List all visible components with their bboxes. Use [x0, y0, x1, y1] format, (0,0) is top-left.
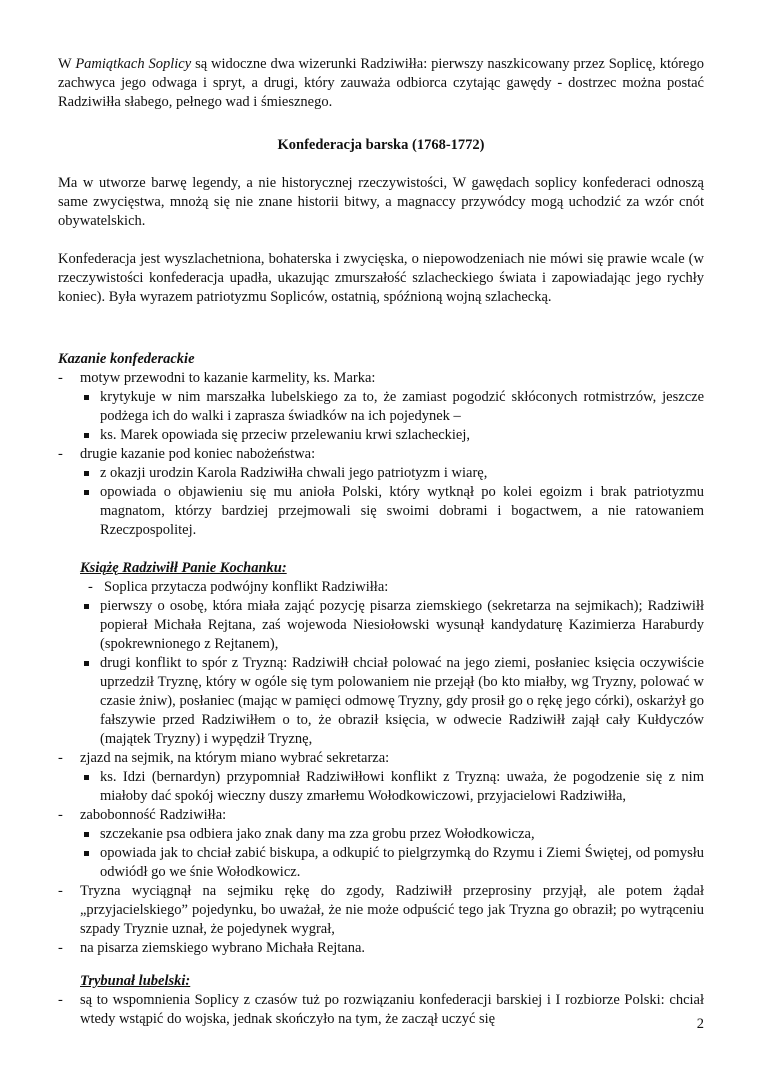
list-item-text: motyw przewodni to kazanie karmelity, ks. Marka: — [80, 370, 376, 386]
ksiaze-sublist-1 — [58, 597, 704, 749]
list-item-text: drugie kazanie pod koniec nabożeństwa: — [80, 446, 316, 462]
intro-title: Pamiątkach Soplicy — [75, 56, 192, 72]
list-item: - na pisarza ziemskiego wybrano Michała Rejtana. — [58, 939, 704, 958]
page-number: 2 — [696, 1016, 704, 1032]
list-item-text: zjazd na sejmik, na którym miano wybrać sekretarza: — [80, 750, 390, 766]
paragraph-2: Konfederacja jest wyszlachetniona, bohaterska i zwycięska, o niepowodzeniach nie mówi się prawie wcale (w rzeczywistości konfederacja upadła, ukazując zmurszałość szlacheckiego świata i zapowiadając jego rychły koniec). Była wyrazem patriotyzmu Sopliców, ostatnią, spóźnioną wojną szlachecką. — [58, 251, 704, 305]
sublist — [58, 825, 704, 882]
list-item — [58, 749, 704, 806]
ksiaze-intro: - Soplica przytacza podwójny konflikt Radziwiłła: — [58, 578, 704, 597]
bullet-item: drugi konflikt to spór z Tryzną: Radziwiłł chciał polować na jego ziemi, posłaniec księcia oczywiście uprzedził Tryznę, który w ogóle się tym polowaniem nie przejął (bo kto miałby, wg Tryzny, polować w czasie żniw), posłaniec (mając w pamięci odmowę Tryzny, gdy prosił go o rękę jego córki), oskarżył go fałszywie przed Radziwiłłem o to, że obraził księcia, w odwecie Radziwiłł zajął cały Kułdyczów (majątek Tryzny) i wypędził Tryznę, — [80, 654, 704, 749]
bullet-item: ks. Marek opowiada się przeciw przelewaniu krwi szlacheckiej, — [80, 426, 704, 445]
ksiaze-list — [58, 749, 704, 958]
trybunal-heading: Trybunał lubelski: — [80, 973, 191, 989]
list-item-text: zabobonność Radziwiłła: — [80, 807, 227, 823]
list-item — [58, 445, 704, 540]
sublist — [58, 768, 704, 806]
bullet-item: opowiada o objawieniu się mu anioła Polski, który wytknął po kolei egoizm i brak patriotyzmu magnatom, którzy bardziej przejmowali się swoimi dobrami i bogactwem, a nie ratowaniem Rzeczpospolitej. — [80, 483, 704, 540]
paragraph-1: Ma w utworze barwę legendy, a nie historycznej rzeczywistości, W gawędach soplicy konfederaci odnoszą same zwycięstwa, mnożą się nie znane historii bitwy, a magnaccy przywódcy mogą uchodzić za wzór cnót obywatelskich. — [58, 175, 704, 229]
list-item — [58, 369, 704, 445]
ksiaze-heading: Książę Radziwiłł Panie Kochanku: — [80, 560, 287, 576]
bullet-item: opowiada jak to chciał zabić biskupa, a odkupić to pielgrzymką do Rzymu i Ziemi Świętej, od pomysłu odwiódł go we śnie Wołodkowicz. — [80, 844, 704, 882]
list-item — [58, 806, 704, 882]
intro-paragraph — [58, 55, 704, 112]
kazanie-heading: Kazanie konfederackie — [58, 351, 195, 367]
list-item: - Tryzna wyciągnął na sejmiku rękę do zgody, Radziwiłł przeprosiny przyjął, ale potem żądał „przyjacielskiego” pojedynku, bo uważał, że nie może odpuścić tego jak Tryzna go obraził; po wytrąceniu szpady Tryznie uznał, że pojedynek wygrał, — [58, 882, 704, 939]
list-item: - są to wspomnienia Soplicy z czasów tuż po rozwiązaniu konfederacji barskiej i I rozbiorze Polski: chciał wtedy wstąpić do wojska, jednak skończyło na tym, że zaczął uczyć się — [58, 991, 704, 1029]
bullet-item: krytykuje w nim marszałka lubelskiego za to, że zamiast pogodzić skłóconych rotmistrzów, jeszcze podżega ich do walki i zaprasza świadków na ich pojedynek – — [80, 388, 704, 426]
intro-pre: W — [58, 56, 76, 72]
kazanie-list — [58, 369, 704, 540]
document-page — [58, 55, 704, 1029]
bullet-item: z okazji urodzin Karola Radziwiłła chwali jego patriotyzm i wiarę, — [80, 464, 704, 483]
sublist — [58, 464, 704, 540]
bullet-item: ks. Idzi (bernardyn) przypomniał Radziwiłłowi konflikt z Tryzną: uważa, że pogodzenie się z nim miałoby dać spokój wieczny duszy zmarłemu Wołodkowiczowi, przyjacielowi Radziwiłła, — [80, 768, 704, 806]
bullet-item: szczekanie psa odbiera jako znak dany ma zza grobu przez Wołodkowicza, — [80, 825, 704, 844]
bullet-item: pierwszy o osobę, która miała zająć pozycję pisarza ziemskiego (sekretarza na sejmikach); Radziwiłł popierał Michała Rejtana, zaś wojewoda Niesiołowski wysunął kandydaturę Kazimierza Haraburdy (spokrewnionego z Rejtanem), — [80, 597, 704, 654]
intro-post: są widoczne dwa wizerunki Radziwiłła: pierwszy naszkicowany przez Soplicę, którego zachwyca jego odwaga i spryt, a drugi, który zauważa odbiorca czytając gawędy - dostrzec można postać Radziwiłła słabego, pełnego wad i śmiesznego. — [58, 56, 704, 110]
trybunal-list — [58, 991, 704, 1029]
section-title: Konfederacja barska (1768-1772) — [277, 137, 485, 153]
sublist — [58, 388, 704, 445]
